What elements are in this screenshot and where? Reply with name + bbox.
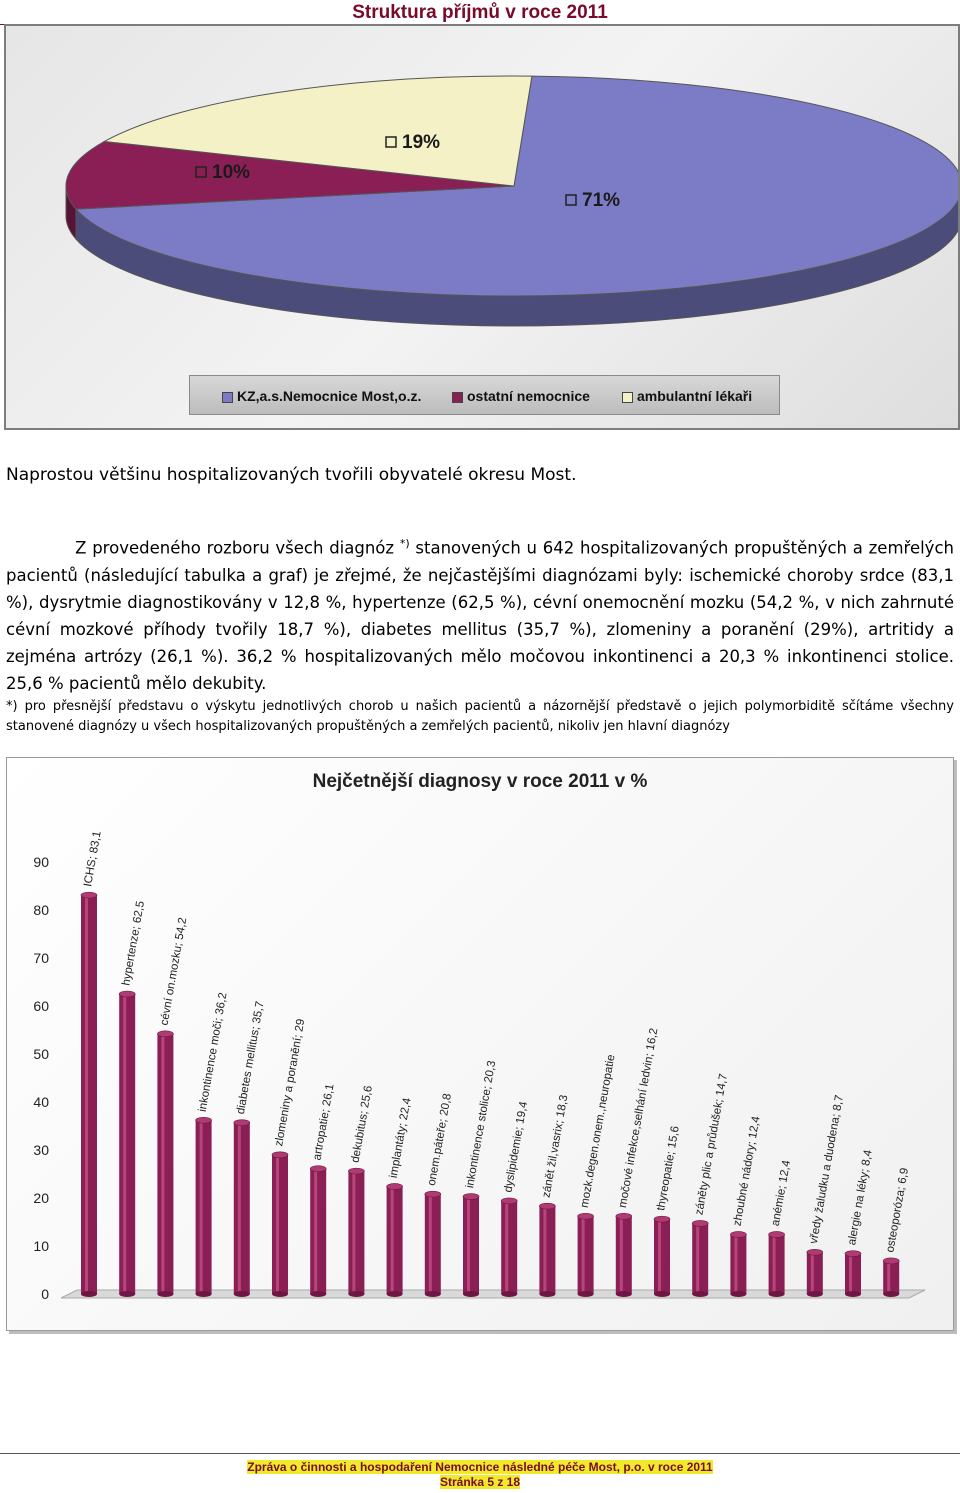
bar-base-12 <box>539 1291 555 1297</box>
bar-data-label-15: thyreopatie; 15,6 <box>655 1125 682 1212</box>
bar-13 <box>578 1213 594 1297</box>
bar-data-label-2: cévní on.mozku; 54,2 <box>158 916 190 1027</box>
bar-top-20 <box>845 1251 861 1257</box>
bar-body-9 <box>425 1194 441 1294</box>
bar-highlight-19 <box>811 1252 814 1294</box>
bar-highlight-12 <box>543 1206 546 1294</box>
bar-data-label-14: močové infekce,selhání ledvin; 16,2 <box>616 1027 661 1209</box>
bar-body-21 <box>883 1261 899 1294</box>
bar-2 <box>157 1031 173 1297</box>
bar-16 <box>692 1220 708 1297</box>
bar-top-15 <box>654 1216 670 1222</box>
footnote: *) pro přesnější představu o výskytu jednotlivých chorob u našich pacientů a názornější představě o jejich polymorbiditě sčítáme všechny stanovené diagnózy u všech hospitalizovaných propuštěných a zemřelých pacientů, nikoliv jen hlavní diagnózy <box>6 699 954 734</box>
bar-data-label-21: osteoporóza; 6,9 <box>884 1166 912 1254</box>
legend-label-kz: KZ,a.s.Nemocnice Most,o.z. <box>237 388 422 404</box>
bar-base-17 <box>730 1291 746 1297</box>
legend-item-ambulantni <box>622 388 752 404</box>
bar-12 <box>539 1203 555 1297</box>
bar-highlight-13 <box>582 1216 585 1294</box>
bar-data-label-9: onem.páteře; 20,8 <box>425 1092 454 1187</box>
footer-divider <box>0 1453 960 1454</box>
bar-highlight-1 <box>123 994 126 1294</box>
bar-body-15 <box>654 1219 670 1294</box>
bar-base-5 <box>272 1291 288 1297</box>
bar-highlight-9 <box>429 1194 432 1294</box>
bar-highlight-15 <box>658 1219 661 1294</box>
bar-top-5 <box>272 1152 288 1158</box>
footer-report-title-text: Zpráva o činnosti a hospodaření Nemocnice následné péče Most, p.o. v roce 2011 <box>247 1460 713 1474</box>
bar-top-4 <box>234 1120 250 1126</box>
bar-5 <box>272 1152 288 1297</box>
bar-17 <box>730 1231 746 1297</box>
bar-top-12 <box>539 1203 555 1209</box>
bar-data-label-5: zlomeniny a poranění; 29 <box>273 1018 308 1148</box>
bar-highlight-21 <box>887 1261 890 1294</box>
bar-highlight-16 <box>696 1223 699 1294</box>
bar-body-19 <box>807 1252 823 1294</box>
paragraph-intro: Naprostou většinu hospitalizovaných tvořili obyvatelé okresu Most. <box>6 465 577 485</box>
bar-base-18 <box>769 1291 785 1297</box>
pie-label-swatch-2 <box>386 137 396 147</box>
bar-base-3 <box>196 1291 212 1297</box>
pie-label-text-1: 10% <box>212 162 251 183</box>
bar-body-2 <box>157 1034 173 1294</box>
bar-base-2 <box>157 1291 173 1297</box>
bar-21 <box>883 1258 899 1297</box>
bar-body-7 <box>348 1171 364 1294</box>
bar-top-2 <box>157 1031 173 1037</box>
bar-6 <box>310 1166 326 1297</box>
bar-top-17 <box>730 1231 746 1237</box>
bar-data-label-6: artropatie; 26,1 <box>311 1082 337 1162</box>
bar-body-0 <box>81 895 97 1294</box>
bar-highlight-17 <box>734 1234 737 1294</box>
bar-top-9 <box>425 1191 441 1197</box>
bar-top-8 <box>387 1183 403 1189</box>
bar-top-7 <box>348 1168 364 1174</box>
bar-chart <box>7 758 953 1330</box>
bar-9 <box>425 1191 441 1297</box>
bar-1 <box>119 991 135 1297</box>
paragraph-diagnoses-rest: stanovených u 642 hospitalizovaných propuštěných a zemřelých pacientů (následující tabulka a graf) je zřejmé, že nejčastějšími diagnózami byly: ischemické choroby srdce (83,1 %), dysrytmie diagnostikovány v 12,8 %, hypertenze (62,5 %), cévní onemocnění mozku (54,2 %, v nich zahrnuté cévní mozkové příhody tvořily 18,7 %), diabetes mellitus (35,7 %), zlomeniny a poranění (29%), artritidy a zejména artrózy (26,1 %). 36,2 % hospitalizovaných mělo močovou inkontinenci a 20,3 % inkontinenci stolice. 25,6 % pacientů mělo dekubity. <box>6 538 954 693</box>
bar-top-1 <box>119 991 135 997</box>
bar-body-6 <box>310 1169 326 1294</box>
y-tick-0: 0 <box>41 1286 49 1302</box>
bar-highlight-0 <box>85 895 88 1294</box>
bar-18 <box>769 1231 785 1297</box>
bar-base-15 <box>654 1291 670 1297</box>
bar-base-7 <box>348 1291 364 1297</box>
bar-top-0 <box>81 892 97 898</box>
bar-7 <box>348 1168 364 1297</box>
bar-base-9 <box>425 1291 441 1297</box>
bar-base-14 <box>616 1291 632 1297</box>
bar-top-11 <box>501 1198 517 1204</box>
bar-base-0 <box>81 1291 97 1297</box>
footnote-marker: *) <box>399 537 410 550</box>
footer-page-number <box>0 1475 960 1489</box>
bar-base-8 <box>387 1291 403 1297</box>
y-tick-2: 20 <box>33 1190 49 1206</box>
y-tick-9: 90 <box>33 854 49 870</box>
bar-base-19 <box>807 1291 823 1297</box>
pie-chart-frame <box>4 24 960 430</box>
bar-data-label-1: hypertenze; 62,5 <box>120 900 148 987</box>
pie-label-text-2: 19% <box>402 132 441 153</box>
bar-11 <box>501 1198 517 1297</box>
bar-top-10 <box>463 1194 479 1200</box>
bar-body-20 <box>845 1254 861 1294</box>
bar-body-1 <box>119 994 135 1294</box>
bar-body-17 <box>730 1234 746 1294</box>
bar-highlight-6 <box>314 1169 317 1294</box>
paragraph-diagnoses-start: Z provedeného rozboru všech diagnóz <box>75 538 400 558</box>
legend-label-ostatni: ostatní nemocnice <box>467 388 590 404</box>
bar-chart-title: Nejčetnější diagnosy v roce 2011 v % <box>312 771 648 792</box>
bar-data-label-19: vředy žaludku a duodena; 8,7 <box>807 1094 846 1245</box>
bar-body-11 <box>501 1201 517 1294</box>
bar-top-6 <box>310 1166 326 1172</box>
bar-base-20 <box>845 1291 861 1297</box>
bar-body-8 <box>387 1186 403 1294</box>
bar-highlight-11 <box>505 1201 508 1294</box>
bar-highlight-20 <box>849 1254 852 1294</box>
bar-data-label-7: dekubitus; 25,6 <box>349 1084 375 1164</box>
bar-base-6 <box>310 1291 326 1297</box>
bar-data-label-20: alergie na léky; 8,4 <box>846 1149 875 1247</box>
bar-data-label-12: zánět žil,vasrix; 18,3 <box>540 1093 571 1199</box>
bar-highlight-4 <box>238 1123 241 1294</box>
y-tick-3: 30 <box>33 1142 49 1158</box>
bar-base-11 <box>501 1291 517 1297</box>
bar-body-12 <box>539 1206 555 1294</box>
bar-base-16 <box>692 1291 708 1297</box>
bar-20 <box>845 1251 861 1297</box>
bar-data-label-17: zhoubné nádory; 12,4 <box>731 1115 763 1228</box>
bar-data-label-18: anémie; 12,4 <box>769 1159 794 1228</box>
legend-swatch-kz <box>222 392 233 403</box>
bar-data-label-3: inkontinence moči; 36,2 <box>196 991 230 1113</box>
bar-15 <box>654 1216 670 1297</box>
pie-label-swatch-1 <box>196 167 206 177</box>
y-tick-7: 70 <box>33 950 49 966</box>
bar-data-label-0: ICHS; 83,1 <box>82 830 104 888</box>
legend-swatch-ambulantni <box>622 392 633 403</box>
bar-top-18 <box>769 1231 785 1237</box>
y-tick-1: 10 <box>33 1238 49 1254</box>
bar-body-4 <box>234 1123 250 1294</box>
bar-14 <box>616 1213 632 1297</box>
bar-body-5 <box>272 1155 288 1294</box>
bar-19 <box>807 1249 823 1297</box>
legend-item-ostatni <box>452 388 590 404</box>
y-tick-4: 40 <box>33 1094 49 1110</box>
y-tick-8: 80 <box>33 902 49 918</box>
bar-highlight-10 <box>467 1197 470 1294</box>
bar-highlight-8 <box>391 1186 394 1294</box>
bar-base-1 <box>119 1291 135 1297</box>
bar-top-21 <box>883 1258 899 1264</box>
bar-data-label-4: diabetes mellitus; 35,7 <box>234 1000 267 1116</box>
bar-10 <box>463 1194 479 1297</box>
pie-label-text-0: 71% <box>582 190 621 211</box>
bar-3 <box>196 1117 212 1297</box>
bar-body-18 <box>769 1234 785 1294</box>
pie-legend <box>189 375 780 415</box>
bar-body-14 <box>616 1216 632 1294</box>
bar-base-10 <box>463 1291 479 1297</box>
legend-swatch-ostatni <box>452 392 463 403</box>
bar-4 <box>234 1120 250 1297</box>
bar-chart-floor <box>61 1290 925 1298</box>
bar-0 <box>81 892 97 1297</box>
pie-chart <box>6 26 958 428</box>
bar-data-label-11: dyslipidemie; 19,4 <box>502 1100 531 1194</box>
pie-label-swatch-0 <box>566 195 576 205</box>
bar-data-label-10: inkontinence stolice; 20,3 <box>464 1059 499 1190</box>
bar-base-13 <box>578 1291 594 1297</box>
bar-top-13 <box>578 1213 594 1219</box>
y-tick-6: 60 <box>33 998 49 1014</box>
paragraph-diagnoses <box>6 530 954 697</box>
bar-base-21 <box>883 1291 899 1297</box>
bar-highlight-14 <box>620 1216 623 1294</box>
bar-data-label-13: mozk.degen.onem.,neuropatie <box>578 1053 618 1209</box>
bar-highlight-2 <box>161 1034 164 1294</box>
y-tick-5: 50 <box>33 1046 49 1062</box>
bar-body-16 <box>692 1223 708 1294</box>
footer-report-title <box>0 1460 960 1474</box>
legend-label-ambulantni: ambulantní lékaři <box>637 388 753 404</box>
bar-highlight-7 <box>352 1171 355 1294</box>
bar-8 <box>387 1183 403 1297</box>
bar-highlight-3 <box>200 1120 203 1294</box>
page-header-title: Struktura příjmů v roce 2011 <box>352 2 608 23</box>
bar-chart-frame <box>6 757 954 1331</box>
bar-highlight-18 <box>773 1234 776 1294</box>
footer-page-number-text: Stránka 5 z 18 <box>439 1475 521 1489</box>
legend-item-kz <box>222 388 421 404</box>
bar-top-14 <box>616 1213 632 1219</box>
bar-body-10 <box>463 1197 479 1294</box>
bar-data-label-16: záněty plic a průdušek; 14,7 <box>693 1072 731 1216</box>
bar-top-19 <box>807 1249 823 1255</box>
bar-data-label-8: implantáty; 22,4 <box>387 1096 414 1180</box>
bar-highlight-5 <box>276 1155 279 1294</box>
bar-top-16 <box>692 1220 708 1226</box>
bar-body-3 <box>196 1120 212 1294</box>
bar-top-3 <box>196 1117 212 1123</box>
bar-body-13 <box>578 1216 594 1294</box>
bar-base-4 <box>234 1291 250 1297</box>
